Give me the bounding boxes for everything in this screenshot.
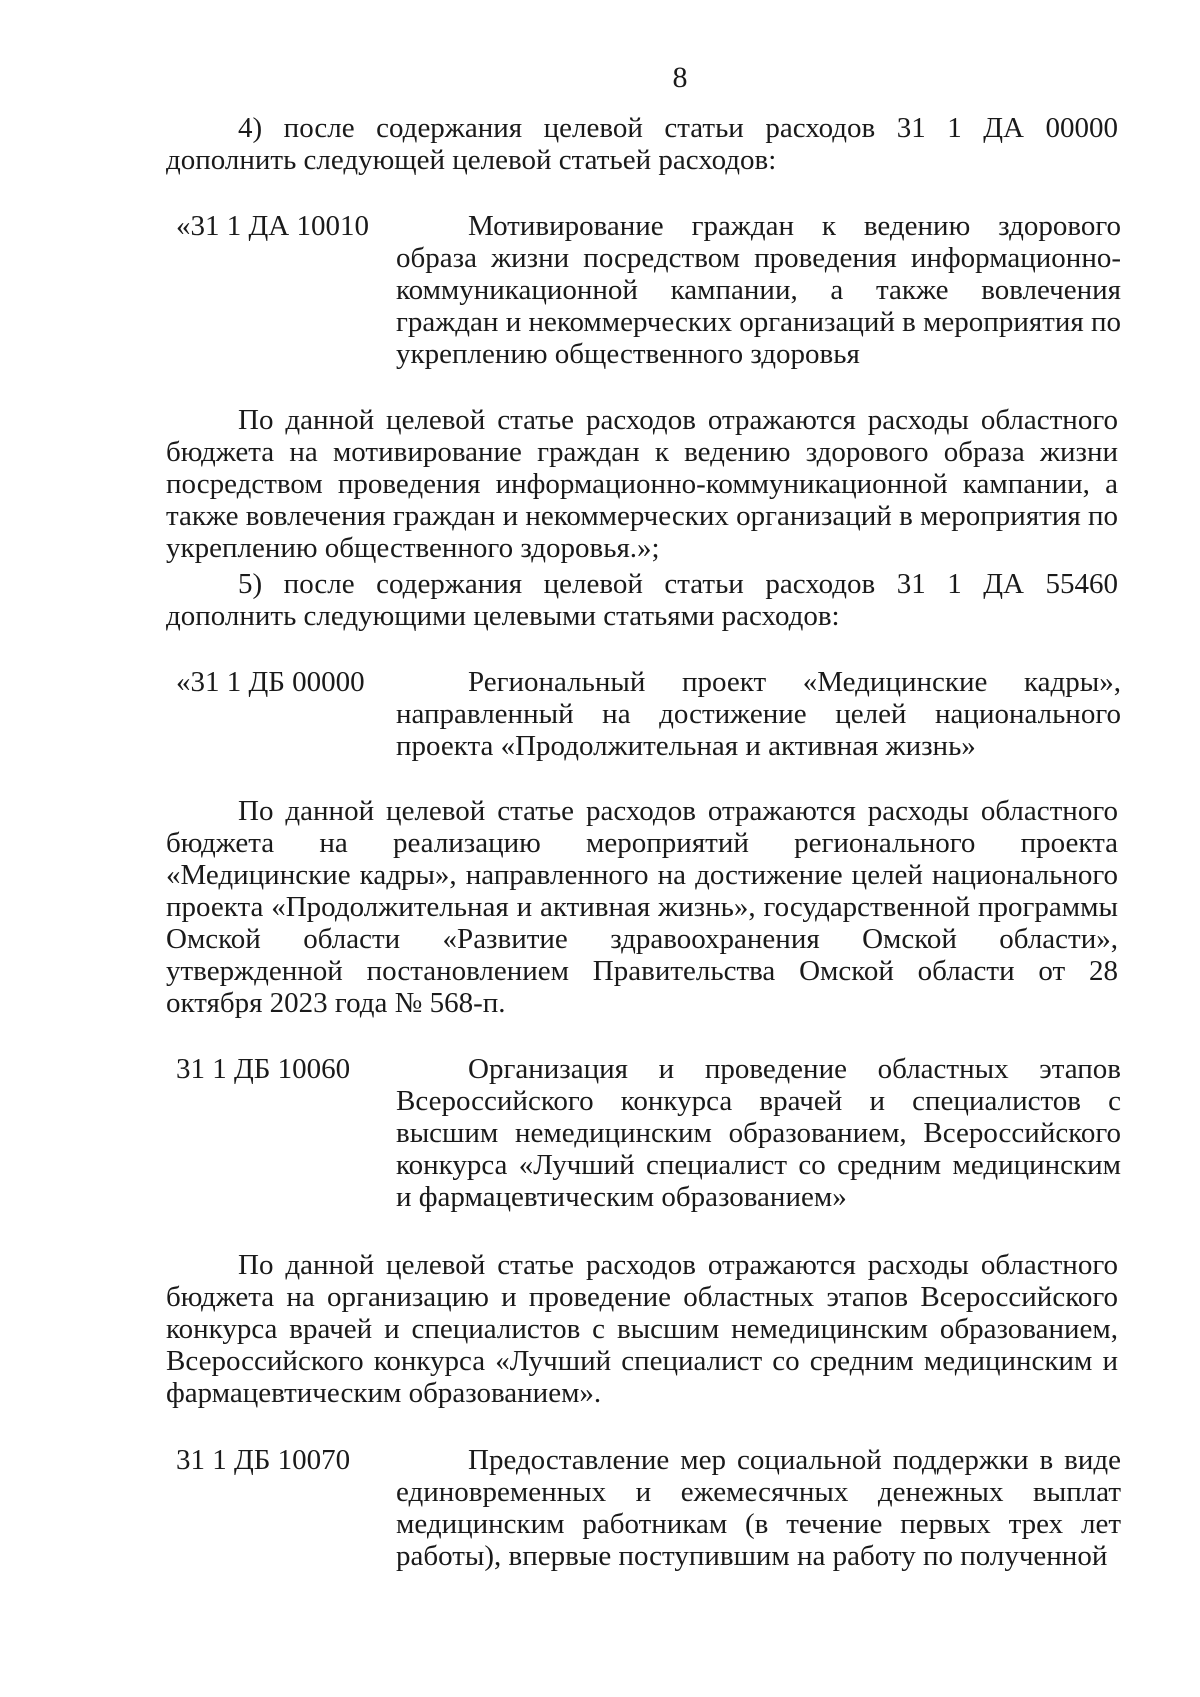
paragraph-db-10060-explanation: По данной целевой статье расходов отражаются расходы областного бюджета на организацию и проведение областных этапов Всероссийского конкурса врачей и специалистов с высшим немедицинским образованием, Всероссийского конкурса «Лучший специалист со средним медицинским и фармацевтическим образованием». [166,1249,1118,1409]
budget-code: «31 1 ДБ 00000 [176,666,365,698]
budget-description: Предоставление мер социальной поддержки в виде единовременных и ежемесячных денежных выплат медицинским работникам (в течение первых трех лет работы), впервые поступившим на работу по полученной [396,1444,1121,1572]
budget-code: 31 1 ДБ 10060 [176,1053,351,1085]
budget-code: 31 1 ДБ 10070 [176,1444,351,1476]
paragraph-item-5-intro: 5) после содержания целевой статьи расходов 31 1 ДА 55460 дополнить следующими целевыми статьями расходов: [166,568,1118,632]
budget-description: Организация и проведение областных этапов Всероссийского конкурса врачей и специалистов с высшим немедицинским образованием, Всероссийского конкурса «Лучший специалист со средним медицинским и фармацевтическим образованием» [396,1053,1121,1213]
budget-description: Мотивирование граждан к ведению здорового образа жизни посредством проведения информационно-коммуникационной кампании, а также вовлечения граждан и некоммерческих организаций в мероприятия по укреплению общественного здоровья [396,210,1121,370]
budget-code: «31 1 ДА 10010 [176,210,369,242]
paragraph-db-00000-explanation: По данной целевой статье расходов отражаются расходы областного бюджета на реализацию мероприятий регионального проекта «Медицинские кадры», направленного на достижение целей национального проекта «Продолжительная и активная жизнь», государственной программы Омской области «Развитие здравоохранения Омской области», утвержденной постановлением Правительства Омской области от 28 октября 2023 года № 568-п. [166,795,1118,1019]
paragraph-item-4-intro: 4) после содержания целевой статьи расходов 31 1 ДА 00000 дополнить следующей целевой статьей расходов: [166,112,1118,176]
page-number: 8 [672,61,688,94]
paragraph-da-10010-explanation: По данной целевой статье расходов отражаются расходы областного бюджета на мотивирование граждан к ведению здорового образа жизни посредством проведения информационно-коммуникационной кампании, а также вовлечения граждан и некоммерческих организаций в мероприятия по укреплению общественного здоровья.»; [166,404,1118,564]
budget-description: Региональный проект «Медицинские кадры», направленный на достижение целей национального проекта «Продолжительная и активная жизнь» [396,666,1121,762]
